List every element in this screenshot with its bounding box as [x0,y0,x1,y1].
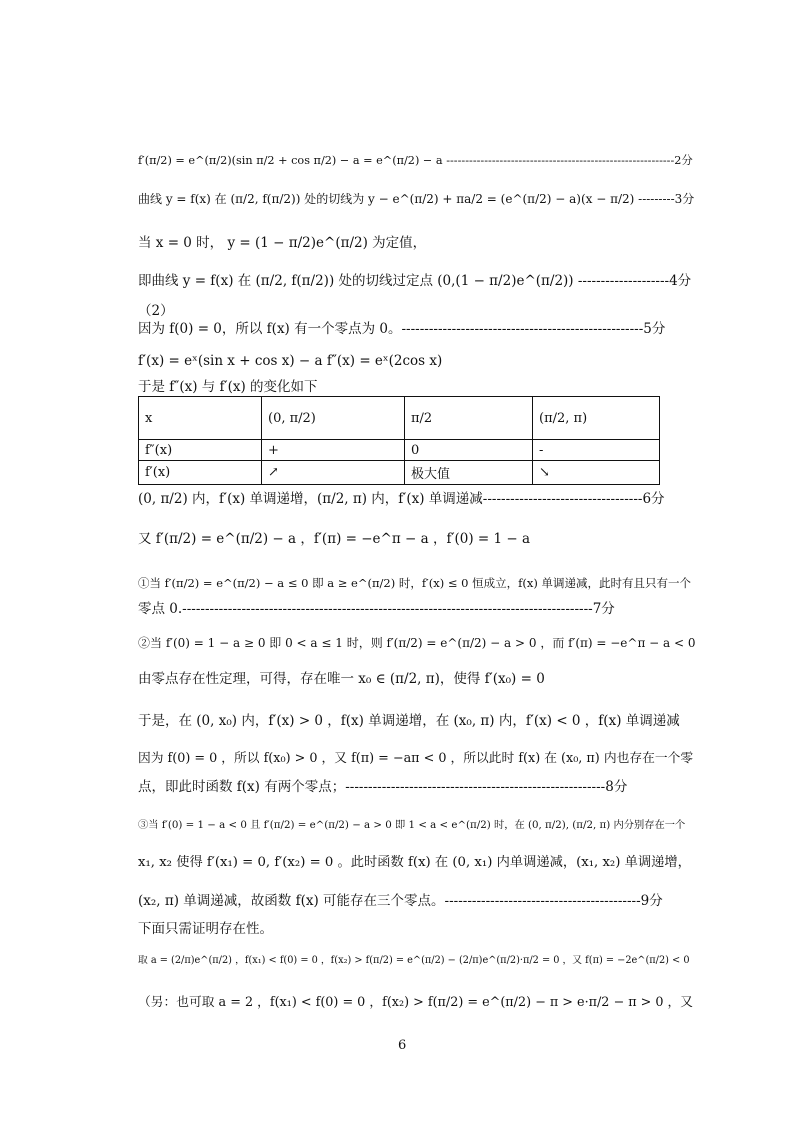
table-cell: f″(x) [139,440,262,461]
text-line-21: 下面只需证明存在性。 [138,921,273,937]
text-line-2: 曲线 y = f(x) 在 (π/2, f(π/2)) 处的切线为 y − e^(π/2) + πa/2 = (e^(π/2) − a)(x − π/2) ---------3分 [138,192,695,206]
table-cell: f′(x) [139,461,262,485]
text-line-3: 当 x = 0 时， y = (1 − π/2)e^(π/2) 为定值， [138,235,427,251]
variation-table [138,396,660,485]
text-line-6: 因为 f(0) = 0，所以 f(x) 有一个零点为 0。-----------------------------------------------------5分 [138,321,666,337]
text-line-12: 零点 0.------------------------------------------------------------------------------------------7分 [138,601,615,617]
table-cell: x [139,397,262,440]
text-line-11: ①当 f′(π/2) = e^(π/2) − a ≤ 0 即 a ≥ e^(π/2) 时，f′(x) ≤ 0 恒成立，f(x) 单调递减，此时有且只有一个 [138,576,691,590]
text-line-20: (x₂, π) 单调递减，故函数 f(x) 可能存在三个零点。-------------------------------------------9分 [138,893,663,909]
table-cell: - [533,440,660,461]
text-line-14: 由零点存在性定理，可得，存在唯一 x₀ ∈ (π/2, π)，使得 f′(x₀) = 0 [138,671,545,687]
text-line-19: x₁, x₂ 使得 f′(x₁) = 0, f′(x₂) = 0 。此时函数 f(x) 在 (0, x₁) 内单调递减，(x₁, x₂) 单调递增， [138,855,691,870]
text-line-1: f′(π/2) = e^(π/2)(sin π/2 + cos π/2) − a = e^(π/2) − a ------------------------------------------------------------2分 [138,154,693,167]
text-line-13: ②当 f′(0) = 1 − a ≥ 0 即 0 < a ≤ 1 时，则 f′(π/2) = e^(π/2) − a > 0 ，而 f′(π) = −e^π − a < 0 [138,636,696,650]
text-line-23: （另：也可取 a = 2 ，f(x₁) < f(0) = 0 ，f(x₂) > f(π/2) = e^(π/2) − π > e·π/2 − π > 0 ，又 [138,995,694,1010]
text-line-9: (0, π/2) 内，f′(x) 单调递增，(π/2, π) 内，f′(x) 单调递减-----------------------------------6分 [138,491,665,507]
text-line-16: 因为 f(0) = 0 ，所以 f(x₀) > 0 ，又 f(π) = −aπ < 0 ，所以此时 f(x) 在 (x₀, π) 内也存在一个零 [138,751,694,766]
text-line-4: 即曲线 y = f(x) 在 (π/2, f(π/2)) 处的切线过定点 (0,(1 − π/2)e^(π/2)) --------------------4分 [138,273,692,289]
table-cell: + [262,440,405,461]
table-cell: ↗ [262,461,405,485]
text-line-18: ③当 f′(0) = 1 − a < 0 且 f′(π/2) = e^(π/2) − a > 0 即 1 < a < e^(π/2) 时，在 (0, π/2), (π/2, π) 内分别存在一个 [138,819,686,831]
text-line-22: 取 a = (2/π)e^(π/2) ，f(x₁) < f(0) = 0 ，f(x₂) > f(π/2) = e^(π/2) − (2/π)e^(π/2)·π/2 = 0 ，又 f(π) = −2e^(π/2) < 0 [138,955,690,966]
page-number: 6 [398,1038,407,1053]
table-cell: ↘ [533,461,660,485]
table-cell: (0, π/2) [262,397,405,440]
text-line-15: 于是，在 (0, x₀) 内，f′(x) > 0 ，f(x) 单调递增，在 (x₀, π) 内，f′(x) < 0 ，f(x) 单调递减 [138,713,680,729]
table-cell: π/2 [405,397,533,440]
table-cell: 0 [405,440,533,461]
text-line-8: 于是 f″(x) 与 f′(x) 的变化如下 [138,379,318,395]
table-row [139,461,660,485]
table-header-row [139,397,660,440]
text-line-5: （2） [138,303,174,319]
text-line-7: f′(x) = eˣ(sin x + cos x) − a f″(x) = eˣ(2cos x) [138,353,443,369]
table-cell: 极大值 [405,461,533,485]
text-line-10: 又 f′(π/2) = e^(π/2) − a ，f′(π) = −e^π − a ，f′(0) = 1 − a [138,531,531,547]
table-row [139,440,660,461]
text-line-17: 点，即此时函数 f(x) 有两个零点；---------------------------------------------------------8分 [138,779,628,795]
table-cell: (π/2, π) [533,397,660,440]
